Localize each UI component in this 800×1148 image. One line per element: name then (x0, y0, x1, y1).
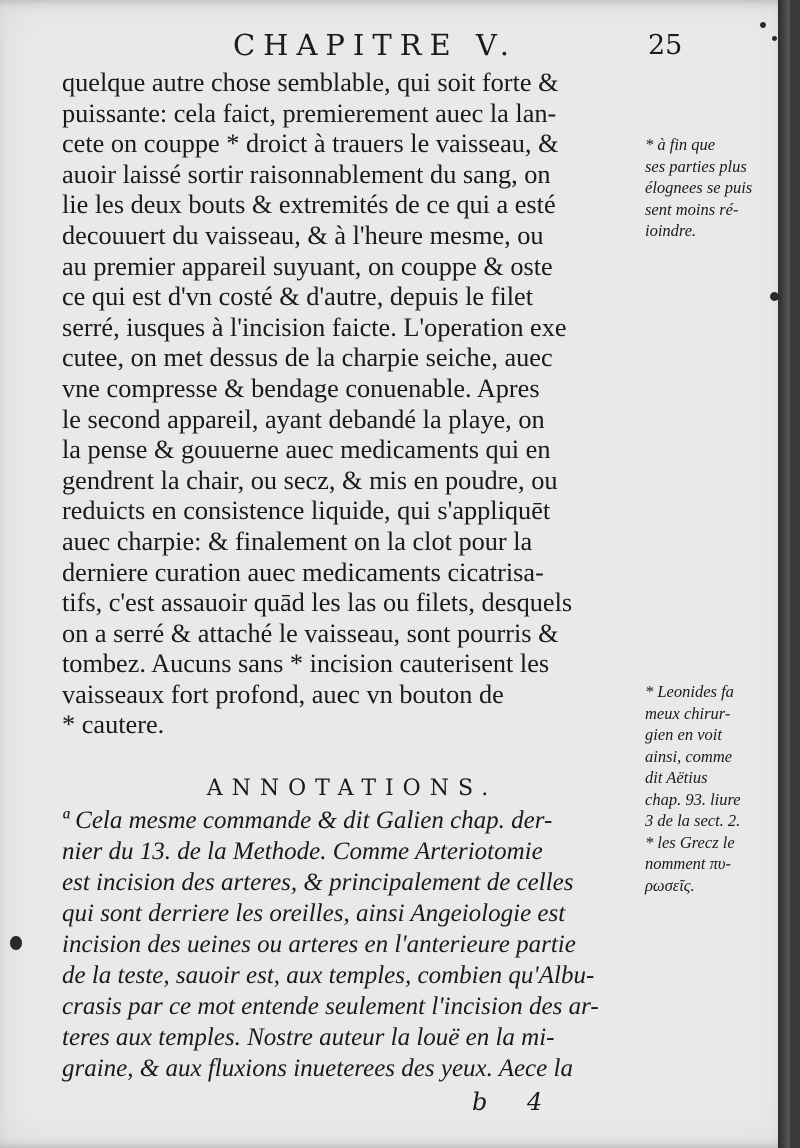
annotation-line: ª Cela mesme commande & dit Galien chap. der- (62, 807, 553, 834)
ink-spot (772, 36, 777, 41)
text-line: gendrent la chair, ou secz, & mis en poudre, ou (62, 465, 558, 495)
running-title: CHAPITRE V. (232, 28, 518, 62)
margin-note-line: nomment πυ- (645, 854, 731, 873)
margin-note-line: chap. 93. liure (645, 789, 741, 809)
ink-spot (770, 292, 779, 301)
text-line: auoir laissé sortir raisonnablement du sang, on (62, 159, 551, 189)
margin-note-line: ses parties plus (645, 156, 747, 176)
margin-note-1 (645, 134, 775, 242)
ink-spot (760, 22, 766, 28)
annotations-block (62, 805, 642, 1084)
margin-note-line: dit Aëtius (645, 768, 708, 787)
text-line: serré, iusques à l'incision faicte. L'operation exe (62, 312, 567, 342)
annotation-line: crasis par ce mot entende seulement l'incision des ar- (62, 993, 599, 1020)
text-line: le second appareil, ayant debandé la playe, on (62, 404, 545, 434)
margin-note-line: gien en voit (645, 725, 722, 744)
signature-mark: b 4 (472, 1088, 559, 1116)
text-line: reduicts en consistence liquide, qui s'appliquēt (62, 496, 551, 526)
margin-note-line: 3 de la sect. 2. (645, 811, 741, 830)
margin-note-line: * Leonides fa (645, 682, 734, 701)
margin-note-line: ρωσεῖς. (645, 875, 695, 895)
margin-note-line: ainsi, comme (645, 746, 733, 766)
page-edge-shadow (778, 0, 790, 1148)
text-line: tifs, c'est assauoir quād les las ou filets, desquels (62, 588, 573, 618)
text-line: on a serré & attaché le vaisseau, sont pourris & (62, 618, 559, 648)
text-line: au premier appareil suyuant, on couppe & oste (62, 251, 553, 281)
annotation-line: qui sont derriere les oreilles, ainsi Angeiologie est (62, 900, 566, 927)
text-line: * cautere. (62, 710, 165, 740)
annotation-line: nier du 13. de la Methode. Comme Arteriotomie (62, 838, 543, 865)
annotation-line: est incision des arteres, & principalement de celles (62, 869, 574, 896)
text-line: tombez. Aucuns sans * incision cauterisent les (62, 649, 550, 679)
text-line: lie les deux bouts & extremités de ce qui a esté (62, 190, 556, 220)
margin-note-line: élognees se puis (645, 178, 753, 197)
annotation-line: incision des ueines ou arteres en l'anterieure partie (62, 931, 576, 958)
text-line: ce qui est d'vn costé & d'autre, depuis le filet (62, 282, 533, 312)
text-line: quelque autre chose semblable, qui soit forte & (62, 68, 559, 97)
main-text-block (62, 68, 642, 741)
margin-note-line: * les Grecz le (645, 832, 735, 852)
annotation-line: teres aux temples. Nostre auteur la louë en la mi- (62, 1024, 555, 1051)
text-line: auec charpie: & finalement on la clot pour la (62, 526, 533, 556)
margin-note-line: meux chirur- (645, 703, 731, 723)
text-line: vaisseaux fort profond, auec vn bouton de (62, 679, 504, 709)
text-line: puissante: cela faict, premierement auec la lan- (62, 98, 557, 128)
margin-note-line: sent moins ré- (645, 199, 739, 219)
annotation-line: graine, & aux fluxions inueterees des yeux. Aece la (62, 1055, 573, 1082)
page-number: 25 (648, 30, 683, 61)
text-line: derniere curation auec medicaments cicatrisa- (62, 557, 544, 587)
annotations-heading: ANNOTATIONS. (206, 776, 498, 801)
margin-note-2 (645, 681, 775, 896)
text-line: decouuert du vaisseau, & à l'heure mesme, ou (62, 220, 544, 250)
text-line: la pense & gouuerne auec medicaments qui en (62, 435, 551, 465)
text-line: cete on couppe * droict à trauers le vaisseau, & (62, 129, 559, 159)
text-line: vne compresse & bendage conuenable. Apres (62, 373, 540, 403)
margin-note-line: * à fin que (645, 135, 716, 154)
annotation-line: de la teste, sauoir est, aux temples, combien qu'Albu- (62, 962, 595, 989)
text-line: cutee, on met dessus de la charpie seiche, auec (62, 343, 553, 373)
ink-spot (10, 936, 22, 950)
margin-note-line: ioindre. (645, 221, 697, 240)
